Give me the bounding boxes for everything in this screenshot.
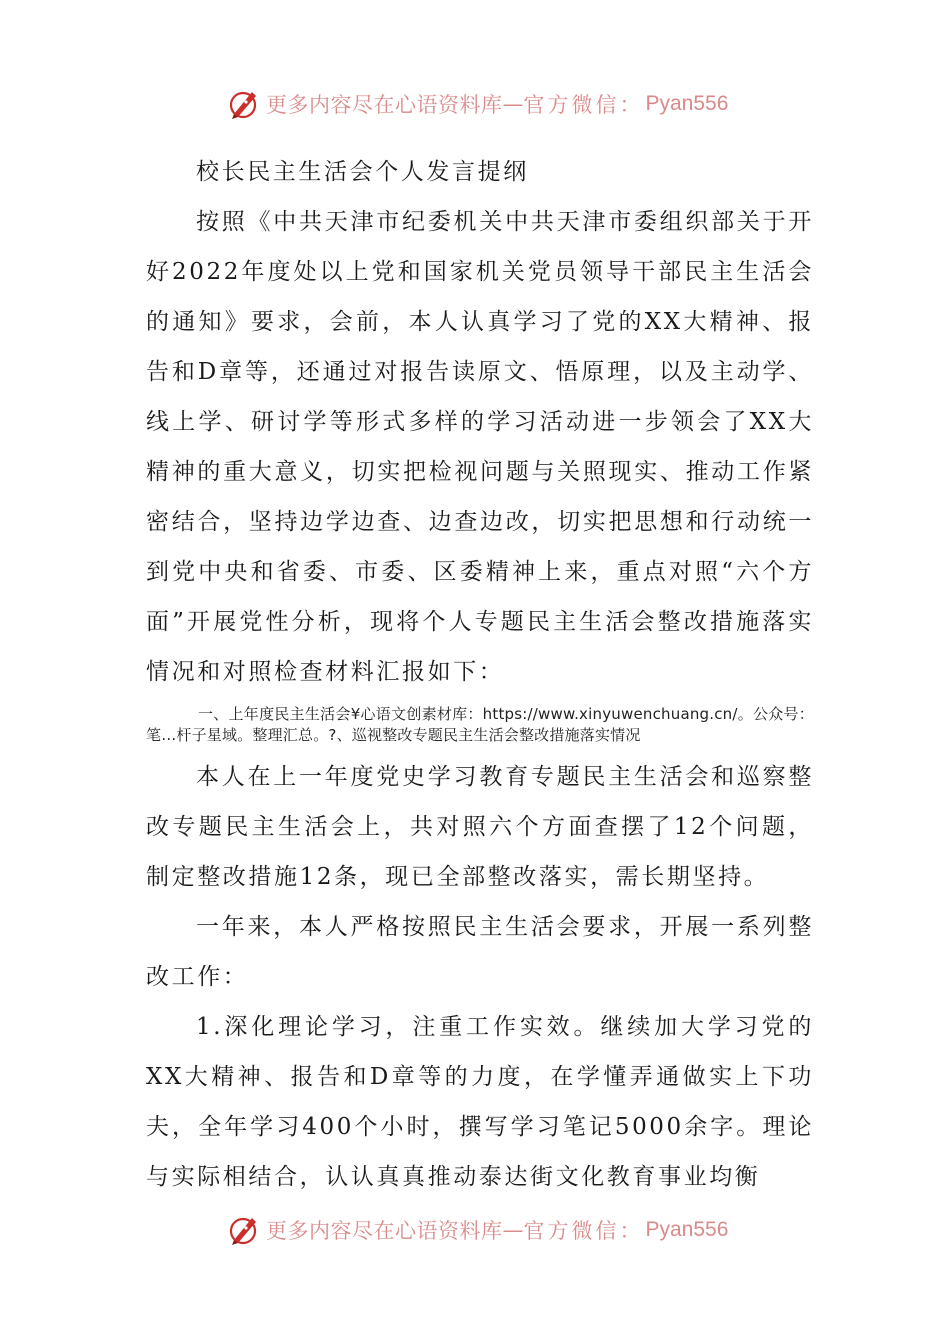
paragraph: 1.深化理论学习，注重工作实效。继续加大学习党的XX大精神、报告和D章等的力度，在学懂弄通做实上下功夫，全年学习400个小时，撰写学习笔记5000余字。理论与实际相结合，认认真真推动泰达街文化教育事业均衡	[146, 1014, 814, 1190]
pen-nib-logo-icon	[226, 1212, 262, 1248]
watermark-site-text: 更多内容尽在心语资料库	[266, 1219, 503, 1243]
pen-nib-logo-icon	[226, 86, 262, 122]
inline-note: 一、上年度民主生活会¥心语文创素材库：https://www.xinyuwenchuang.cn/。公众号：笔…杆子星域。整理汇总。?、巡视整改专题民主生活会整改措施落实情况	[146, 705, 814, 744]
paragraph: 一年来，本人严格按照民主生活会要求，开展一系列整改工作：	[146, 914, 814, 990]
watermark-wechat-id: Pyan556	[645, 92, 729, 115]
watermark-site-text: 更多内容尽在心语资料库	[266, 93, 503, 117]
paragraph: 按照《中共天津市纪委机关中共天津市委组织部关于开好2022年度处以上党和国家机关党员领导干部民主生活会的通知》要求，会前，本人认真学习了党的XX大精神、报告和D章等，还通过对报告读原文、悟原理，以及主动学、线上学、研讨学等形式多样的学习活动进一步领会了XX大精神的重大意义，切实把检视问题与关照现实、推动工作紧密结合，坚持边学边查、边查边改，切实把思想和行动统一到党中央和省委、市委、区委精神上来，重点对照“六个方面”开展党性分析，现将个人专题民主生活会整改措施落实情况和对照检查材料汇报如下：	[146, 209, 814, 685]
document-title: 校长民主生活会个人发言提纲	[196, 159, 529, 185]
watermark-dash: —	[502, 1218, 524, 1242]
watermark-wechat-id: Pyan556	[645, 1218, 729, 1241]
watermark-dash: —	[502, 92, 524, 116]
paragraph: 本人在上一年度党史学习教育专题民主生活会和巡察整改专题民主生活会上，共对照六个方面查摆了12个问题，制定整改措施12条，现已全部整改落实，需长期坚持。	[146, 764, 814, 890]
watermark-banner-top	[226, 84, 728, 124]
watermark-banner-bottom	[226, 1210, 728, 1250]
document-body	[146, 147, 814, 1202]
watermark-wechat-label: 官方微信：	[523, 93, 644, 117]
watermark-wechat-label: 官方微信：	[523, 1219, 644, 1243]
